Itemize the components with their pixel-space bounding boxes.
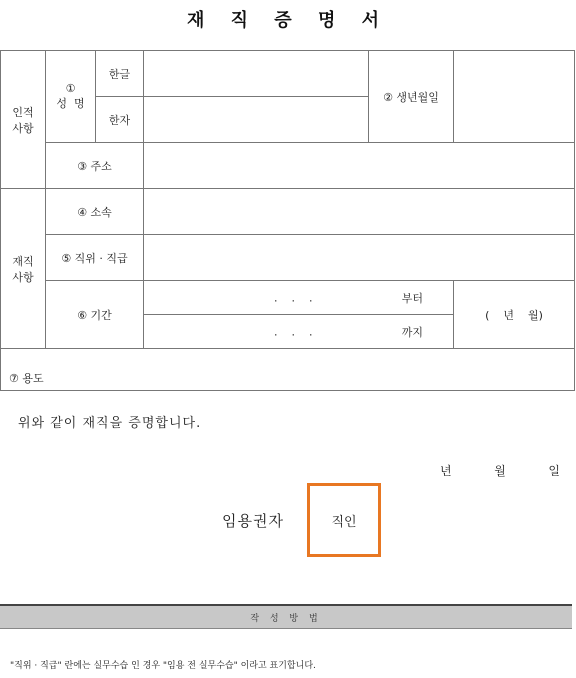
period-duration: ( 년 월) bbox=[454, 281, 575, 349]
purpose-field[interactable] bbox=[1, 349, 575, 391]
seal-label: 직인 bbox=[331, 514, 357, 530]
writing-method-title: 작 성 방 법 bbox=[250, 613, 322, 624]
period-from-dots: . . . bbox=[274, 291, 313, 304]
writing-method-header bbox=[0, 604, 572, 629]
birthdate-label: ② 생년월일 bbox=[369, 51, 454, 143]
certificate-form-table bbox=[0, 50, 575, 391]
address-label: ③ 주소 bbox=[46, 143, 144, 189]
period-label: ⑥ 기간 bbox=[46, 281, 144, 349]
date-month-label: 월 bbox=[494, 464, 506, 478]
department-field[interactable] bbox=[144, 189, 575, 235]
issue-date bbox=[440, 462, 560, 479]
personal-section-label: 인적 사항 bbox=[1, 51, 46, 189]
employment-section-label: 재직 사항 bbox=[1, 189, 46, 349]
department-label: ④ 소속 bbox=[46, 189, 144, 235]
certify-statement: 위와 같이 재직을 증명합니다. bbox=[18, 416, 202, 431]
purpose-label: ⑦ 용도 bbox=[9, 372, 44, 385]
position-label: ⑤ 직위 · 직급 bbox=[46, 235, 144, 281]
official-seal-box[interactable] bbox=[307, 483, 381, 557]
period-to-field[interactable] bbox=[144, 315, 454, 349]
name-label: 성 명 bbox=[56, 97, 85, 110]
name-label-cell bbox=[46, 51, 96, 143]
date-year-label: 년 bbox=[440, 464, 452, 478]
birthdate-field[interactable] bbox=[454, 51, 575, 143]
document-title: 재 직 증 명 서 bbox=[186, 10, 389, 31]
hangul-name-field[interactable] bbox=[144, 51, 369, 97]
period-from-field[interactable] bbox=[144, 281, 454, 315]
period-to-label: 까지 bbox=[401, 325, 423, 339]
position-field[interactable] bbox=[144, 235, 575, 281]
hangul-label: 한글 bbox=[96, 51, 144, 97]
name-number: ① bbox=[65, 82, 76, 95]
writing-method-note: "직위 · 직급" 란에는 실무수습 인 경우 "임용 전 실무수습" 이라고 표기합니다. bbox=[10, 661, 316, 671]
hanja-name-field[interactable] bbox=[144, 97, 369, 143]
date-day-label: 일 bbox=[548, 464, 560, 478]
appointer-label: 임용권자 bbox=[222, 512, 284, 530]
hanja-label: 한자 bbox=[96, 97, 144, 143]
address-field[interactable] bbox=[144, 143, 575, 189]
period-from-label: 부터 bbox=[401, 291, 423, 305]
period-to-dots: . . . bbox=[274, 325, 313, 338]
